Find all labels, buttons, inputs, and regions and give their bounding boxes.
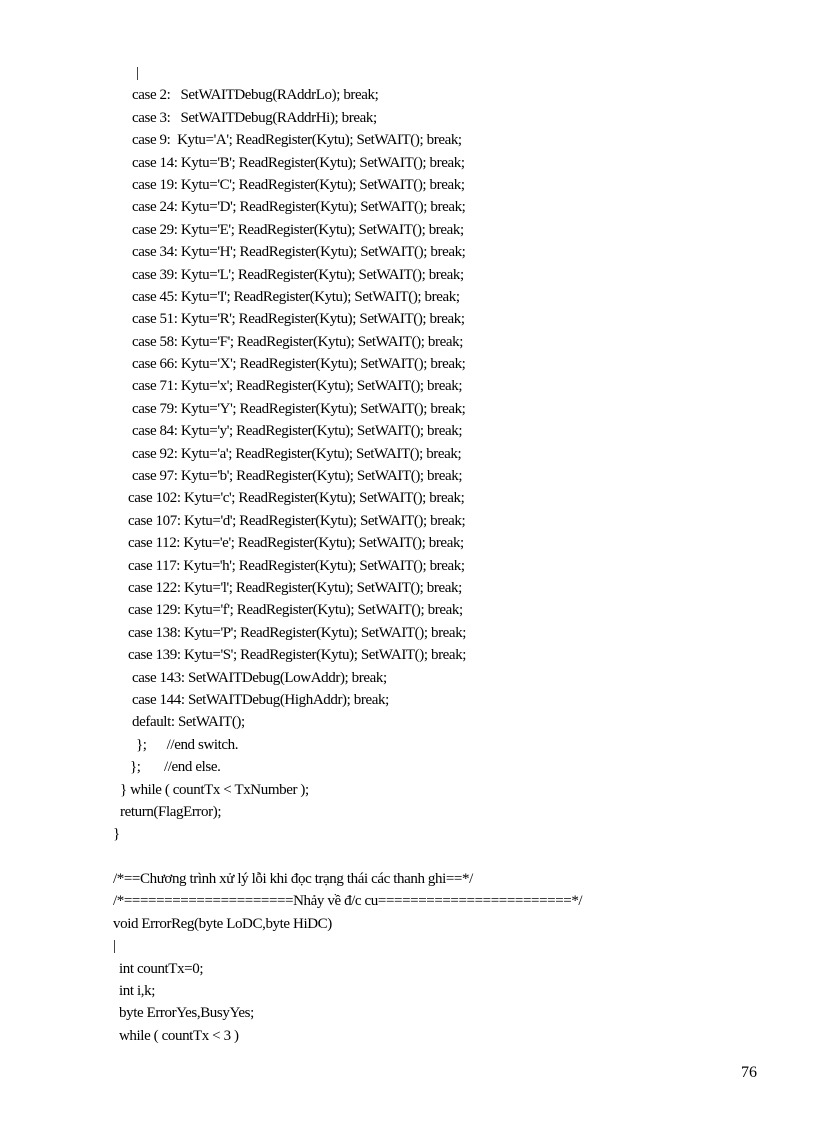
code-line: int countTx=0; [119, 960, 204, 977]
code-line: }; //end else. [130, 759, 221, 776]
code-line: case 138: Kytu='P'; ReadRegister(Kytu); SetWAIT(); break; [128, 624, 467, 641]
code-line: case 112: Kytu='e'; ReadRegister(Kytu); SetWAIT(); break; [128, 535, 464, 552]
code-line: case 107: Kytu='d'; ReadRegister(Kytu); SetWAIT(); break; [128, 512, 466, 529]
code-line: case 92: Kytu='a'; ReadRegister(Kytu); SetWAIT(); break; [132, 445, 462, 462]
code-line: case 71: Kytu='x'; ReadRegister(Kytu); SetWAIT(); break; [132, 378, 463, 395]
code-line: case 129: Kytu='f'; ReadRegister(Kytu); SetWAIT(); break; [128, 602, 463, 619]
code-listing [0, 62, 816, 1047]
code-line: case 102: Kytu='c'; ReadRegister(Kytu); SetWAIT(); break; [128, 490, 465, 507]
code-line: case 2: SetWAITDebug(RAddrLo); break; [132, 87, 379, 104]
code-line: byte ErrorYes,BusyYes; [119, 1005, 254, 1022]
code-line: case 144: SetWAITDebug(HighAddr); break; [132, 691, 389, 708]
code-line: while ( countTx < 3 ) [119, 1027, 239, 1044]
code-line: case 24: Kytu='D'; ReadRegister(Kytu); SetWAIT(); break; [132, 199, 466, 216]
code-line [0, 846, 816, 868]
code-line: /*=====================Nhảy về đ/c cu========================*/ [113, 893, 583, 910]
code-line: case 79: Kytu='Y'; ReadRegister(Kytu); SetWAIT(); break; [132, 400, 466, 417]
code-line: case 34: Kytu='H'; ReadRegister(Kytu); SetWAIT(); break; [132, 244, 466, 261]
code-line: case 97: Kytu='b'; ReadRegister(Kytu); SetWAIT(); break; [132, 468, 463, 485]
code-line: | [113, 938, 116, 955]
code-line: case 39: Kytu='L'; ReadRegister(Kytu); SetWAIT(); break; [132, 266, 464, 283]
code-line: case 51: Kytu='R'; ReadRegister(Kytu); SetWAIT(); break; [132, 311, 465, 328]
code-line: case 143: SetWAITDebug(LowAddr); break; [132, 669, 387, 686]
page-number: 76 [741, 1064, 757, 1081]
code-line: case 3: SetWAITDebug(RAddrHi); break; [132, 109, 377, 126]
code-line: case 29: Kytu='E'; ReadRegister(Kytu); SetWAIT(); break; [132, 221, 464, 238]
code-line: } while ( countTx < TxNumber ); [120, 781, 309, 798]
code-line: int i,k; [119, 983, 155, 1000]
code-line: case 14: Kytu='B'; ReadRegister(Kytu); SetWAIT(); break; [132, 154, 465, 171]
code-line: case 117: Kytu='h'; ReadRegister(Kytu); SetWAIT(); break; [128, 557, 465, 574]
code-line: case 58: Kytu='F'; ReadRegister(Kytu); SetWAIT(); break; [132, 333, 463, 350]
code-line: void ErrorReg(byte LoDC,byte HiDC) [113, 915, 332, 932]
code-line: } [113, 826, 120, 843]
code-line: case 9: Kytu='A'; ReadRegister(Kytu); SetWAIT(); break; [132, 132, 462, 149]
code-line: default: SetWAIT(); [132, 714, 245, 731]
code-line: case 19: Kytu='C'; ReadRegister(Kytu); SetWAIT(); break; [132, 176, 465, 193]
code-line: | [136, 65, 139, 81]
code-line: case 84: Kytu='y'; ReadRegister(Kytu); SetWAIT(); break; [132, 423, 463, 440]
code-line: case 139: Kytu='S'; ReadRegister(Kytu); SetWAIT(); break; [128, 647, 467, 664]
code-line: case 122: Kytu='l'; ReadRegister(Kytu); SetWAIT(); break; [128, 579, 462, 596]
code-line: case 45: Kytu='I'; ReadRegister(Kytu); SetWAIT(); break; [132, 288, 460, 305]
code-line: /*==Chương trình xử lý lỗi khi đọc trạng thái các thanh ghi==*/ [113, 871, 473, 888]
code-line: }; //end switch. [136, 736, 239, 753]
code-line: return(FlagError); [120, 803, 222, 820]
code-line: case 66: Kytu='X'; ReadRegister(Kytu); SetWAIT(); break; [132, 356, 466, 373]
